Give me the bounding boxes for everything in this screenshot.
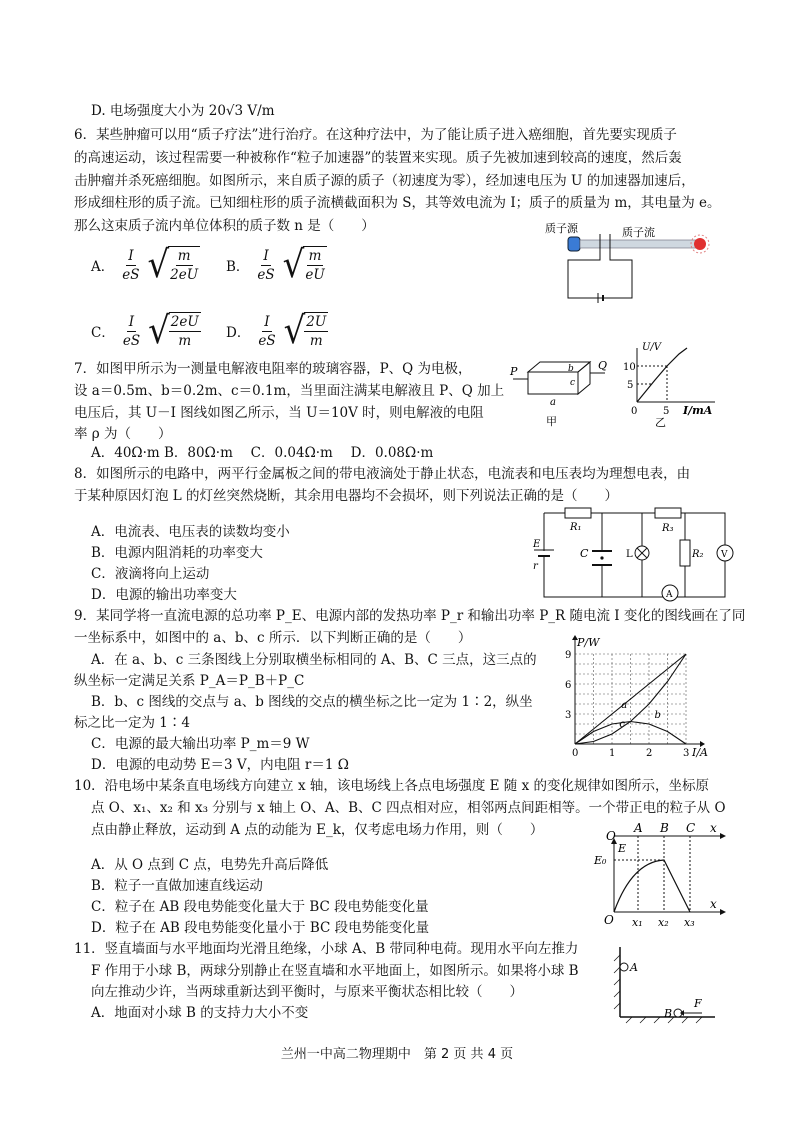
label-A: A (666, 590, 673, 600)
q6-line-3: 击肿瘤并杀死癌细胞。如图所示，来自质子源的质子（初速度为零），经加速电压为 U 的加速器加速后， (74, 173, 695, 189)
label-O-top: O (606, 829, 616, 843)
label-O-bottom: O (604, 913, 614, 927)
y-axis-label: P/W (577, 636, 600, 649)
q6-line-4: 形成细柱形的质子流。已知细柱形的质子流横截面积为 S，其等效电流为 I；质子的质量为 m，其电量为 e。 (74, 195, 721, 211)
series-label-b: b (654, 710, 661, 721)
rad-den: m (178, 333, 192, 349)
q7-line-1: 7．如图甲所示为一测量电解液电阻率的玻璃容器，P、Q 为电极， (74, 361, 472, 377)
q9-option-a-1: A．在 a、b、c 三条图线上分别取横坐标相同的 A、B、C 三点，这三点的 (91, 652, 537, 668)
q7-options: A．40Ω·m B．80Ω·m C．0.04Ω·m D．0.08Ω·m (91, 445, 434, 461)
q6-line-2: 的高速运动，该过程需要一种被称作“粒子加速器”的装置来实现。质子先被加速到较高的速度，然后轰 (74, 150, 682, 166)
q6-proton-figure (540, 220, 720, 305)
q10-option-d: D．粒子在 AB 段电势能变化量小于 BC 段电势能变化量 (91, 920, 430, 936)
q7-line-3: 电压后，其 U－I 图线如图乙所示，当 U＝10V 时，则电解液的电阻 (74, 405, 484, 421)
label-x2: x₂ (658, 916, 669, 929)
q8-option-b: B．电源内阻消耗的功率变大 (91, 545, 263, 561)
frac-den: eS (257, 266, 275, 283)
x-axis-label: I/A (692, 746, 708, 759)
label-P: P (510, 365, 518, 378)
label-B: B (660, 821, 669, 835)
q10-line-1: 10．沿电场中某条直电场线方向建立 x 轴，该电场线上各点电场强度 E 随 x 的变化规律如图所示，坐标原 (74, 778, 710, 794)
box-top (528, 362, 590, 372)
fraction (121, 313, 142, 350)
label-x3: x₃ (684, 916, 695, 929)
series-c (575, 722, 686, 745)
ui-curve (637, 348, 687, 402)
option-label: B． (226, 259, 250, 275)
field-line-arrow (720, 833, 726, 839)
proton-source-icon (568, 237, 580, 251)
box-side (578, 362, 590, 394)
q10-line-3: 点由静止释放，运动到 A 点的动能为 E_k，仅考虑电场力作用，则（ ） (91, 822, 544, 838)
battery-gap (534, 551, 554, 555)
q10-field-figure (592, 822, 727, 934)
tick-x5: 5 (663, 406, 670, 417)
q6-option-c (91, 309, 201, 353)
accelerator-circuit (568, 254, 632, 298)
label-jia: 甲 (546, 415, 557, 428)
q10-option-c: C．粒子在 AB 段电势能变化量大于 BC 段电势能变化量 (91, 899, 429, 915)
fraction (255, 247, 276, 284)
rad-num: m (308, 248, 322, 264)
droplet (600, 556, 603, 559)
label-x-top: x (710, 821, 717, 835)
frac-num: I (264, 313, 270, 330)
q10-option-a: A．从 O 点到 C 点，电势先升高后降低 (91, 857, 329, 873)
q7-ui-graph (615, 340, 725, 430)
e-curve (614, 860, 690, 912)
label-a: a (550, 397, 556, 408)
label-R1: R₁ (570, 522, 582, 533)
q10-line-2: 点 O、x₁、x₂ 和 x₃ 分别与 x 轴上 O、A、B、C 四点相对应，相邻两点间距相等。一个带正电的粒子从 O (91, 800, 726, 816)
label-u-axis: U/V (642, 342, 662, 353)
q8-line-2: 于某种原因灯泡 L 的灯丝突然烧断，其余用电器均不会损坏，则下列说法正确的是（ ） (74, 488, 619, 504)
label-C: C (686, 821, 696, 835)
q11-line-1: 11．竖直墙面与水平地面均光滑且绝缘，小球 A、B 带同种电荷。现用水平向左推力 (74, 941, 579, 957)
radical: √ $\frac{2U}{m}$ (283, 309, 327, 353)
radical: √ $\frac{2eU}{m}$ (148, 309, 199, 353)
tick-10: 10 (623, 362, 636, 373)
frac-num: I (128, 247, 134, 264)
series-label-a: a (621, 700, 628, 711)
resistor-r2 (680, 540, 690, 566)
x-tick-3: 3 (683, 748, 690, 759)
q5-option-d-value: 20√3 V/m (208, 103, 275, 119)
frac-num: I (263, 247, 269, 264)
q8-option-d: D．电源的输出功率变大 (91, 587, 237, 603)
rad-den: eU (305, 267, 325, 283)
frac-den: eS (258, 332, 276, 349)
q9-option-b-1: B．b、c 图线的交点与 a、b 图线的交点的横坐标之比一定为 1∶2，纵坐 (91, 694, 533, 710)
rad-num: 2U (306, 314, 327, 330)
fraction (256, 313, 277, 350)
q9-option-c: C．电源的最大输出功率 P_m＝9 W (91, 736, 310, 752)
radical: √ $\frac{m}{eU}$ (282, 243, 325, 287)
q11-option-a: A．地面对小球 B 的支持力大小不变 (91, 1005, 309, 1021)
y-tick-3: 3 (565, 710, 572, 721)
tick-5: 5 (627, 380, 634, 391)
q7-line-4: 率 ρ 为（ ） (74, 426, 172, 442)
frac-den: eS (122, 332, 141, 349)
label-A: A (634, 821, 643, 835)
q5-option-d (91, 101, 275, 121)
y-tick-6: 6 (565, 680, 572, 691)
page-footer: 兰州一中高二物理期中 第 2 页 共 4 页 (280, 1047, 514, 1062)
q8-line-1: 8．如图所示的电路中，两平行金属板之间的带电液滴处于静止状态，电流表和电压表均为理想电表，由 (74, 466, 691, 482)
label-x1: x₁ (632, 916, 643, 929)
rad-num: 2eU (170, 314, 199, 330)
label-i-axis: I/mA (683, 404, 713, 417)
q7-container-figure (510, 355, 610, 430)
resistor-r3 (655, 508, 681, 518)
label-R2: R₂ (692, 549, 704, 560)
proton-beam (580, 240, 700, 248)
label-c: c (570, 378, 576, 388)
label-A: A (630, 961, 638, 974)
q9-line-1: 9．某同学将一直流电源的总功率 P_E、电源内部的发热功率 P_r 和输出功率 P_R 随电流 I 变化的图线画在了同 (74, 608, 746, 624)
x-tick-0: 0 (572, 748, 579, 759)
label-proton-source: 质子源 (545, 222, 578, 235)
q9-power-chart (555, 632, 730, 762)
q11-line-3: 向左推动少许，当两球重新达到平衡时，与原来平衡状态相比较（ ） (91, 984, 523, 1000)
q9-line-2: 一坐标系中，如图中的 a、b、c 所示．以下判断正确的是（ ） (74, 630, 472, 646)
radical: √ $\frac{m}{2eU}$ (147, 243, 199, 287)
q6-option-b (226, 243, 327, 287)
frac-den: eS (122, 266, 140, 283)
label-Q: Q (598, 359, 608, 372)
q10-option-b: B．粒子一直做加速直线运动 (91, 878, 263, 894)
q11-line-2: F 作用于小球 B，两球分别静止在竖直墙和水平地面上，如图所示。如果将小球 B (91, 963, 579, 979)
rad-num: m (177, 248, 191, 264)
label-F: F (694, 997, 702, 1010)
label-E: E (533, 539, 541, 550)
label-r: r (533, 561, 538, 572)
q6-option-a (91, 243, 200, 287)
fraction (120, 247, 141, 284)
label-R3: R₃ (662, 523, 674, 534)
label-C: C (580, 547, 589, 560)
label-V: V (721, 550, 728, 560)
label-b: b (568, 364, 574, 374)
label-E: E (618, 842, 627, 855)
label-x-bottom: x (710, 897, 717, 911)
q9-option-d: D．电源的电动势 E＝3 V，内电阻 r＝1 Ω (91, 757, 349, 773)
option-label: C． (91, 325, 115, 341)
q8-option-a: A．电流表、电压表的读数均变小 (91, 524, 290, 540)
q11-wall-figure (610, 945, 720, 1027)
y-tick-9: 9 (565, 650, 572, 661)
rad-den: 2eU (170, 267, 199, 283)
series-label-c: c (619, 719, 626, 730)
x-tick-1: 1 (609, 748, 616, 759)
label-proton-stream: 质子流 (622, 226, 655, 239)
x-tick-2: 2 (646, 748, 653, 759)
label-yi: 乙 (655, 416, 666, 429)
label-E0: E₀ (594, 854, 607, 867)
frac-num: I (128, 313, 135, 330)
tumor-icon (694, 238, 706, 250)
option-label: A． (91, 259, 115, 275)
q8-option-c: C．液滴将向上运动 (91, 566, 210, 582)
ball-a-icon (620, 963, 628, 971)
q9-option-a-2: 纵坐标一定满足关系 P_A＝P_B＋P_C (74, 673, 305, 689)
label-B: B (664, 1007, 673, 1020)
q6-option-d (226, 309, 328, 353)
q9-option-b-2: 标之比一定为 1∶4 (74, 715, 190, 731)
resistor-r1 (565, 508, 591, 518)
rad-den: m (309, 333, 323, 349)
q8-circuit (530, 505, 740, 605)
label-L: L (626, 549, 633, 560)
q5-option-d-label: D. 电场强度大小为 (91, 103, 205, 119)
q6-line-1: 6．某些肿瘤可以用“质子疗法”进行治疗。在这种疗法中，为了能让质子进入癌细胞，首先要实现质子 (74, 127, 677, 143)
q7-line-2: 设 a＝0.5m、b＝0.2m、c＝0.1m，当里面注满某电解液且 P、Q 加上 (74, 383, 505, 399)
option-label: D． (226, 325, 251, 341)
e-x-arrow (720, 909, 726, 915)
q6-line-5: 那么这束质子流内单位体积的质子数 n 是（ ） (74, 218, 375, 234)
tick-origin: 0 (631, 406, 638, 417)
